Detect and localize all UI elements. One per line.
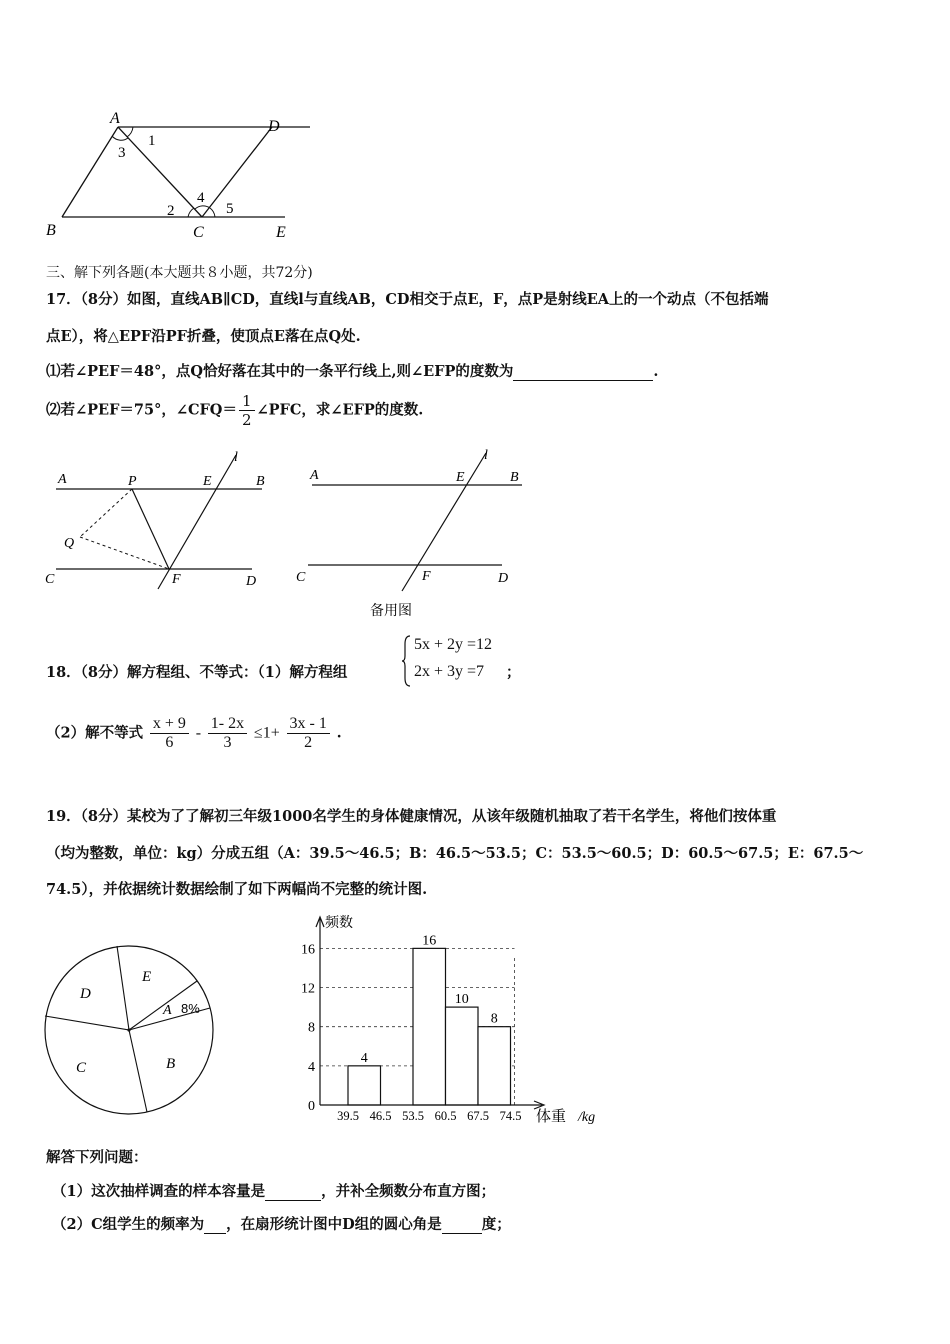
label-l: l: [484, 448, 488, 463]
pie-label-A-pct: 8%: [181, 1001, 200, 1016]
figure-q16: [40, 105, 320, 245]
q17-part2-text: ⑵若∠PEF＝75°，∠CFQ＝: [46, 401, 237, 419]
label-C: C: [45, 572, 55, 587]
histogram-bar: [348, 1066, 381, 1105]
label-B: B: [256, 474, 265, 489]
q19-line2: （均为整数，单位：kg）分成五组（A：39.5～46.5；B：46.5～53.5；C：53.5～60.5；D：60.5～67.5；E：67.5～: [46, 845, 864, 862]
x-axis-title: 体重: [536, 1107, 567, 1125]
histogram-bar: [446, 1007, 479, 1105]
q17-part1-blank[interactable]: [513, 366, 653, 381]
pie-label-E: E: [142, 969, 152, 985]
label-A: A: [110, 110, 120, 127]
x-axis-unit: /kg: [578, 1110, 596, 1125]
label-D: D: [246, 574, 257, 589]
frac3-den: 2: [304, 734, 313, 751]
label-D: D: [268, 118, 280, 135]
pie-label-A: A: [163, 1003, 172, 1018]
pie-radius-top: [117, 946, 129, 1030]
le-sign: ≤1+: [253, 724, 280, 742]
frac3-num: 3x - 1: [287, 715, 330, 734]
q19-answer-1: [52, 1180, 495, 1201]
q18-part2-label: （2）解不等式: [46, 724, 144, 742]
histogram-bar: [478, 1027, 511, 1105]
angle-4: 4: [197, 190, 205, 206]
frac2-num: 1- 2x: [208, 715, 247, 734]
label-Q: Q: [64, 536, 75, 551]
q17-part1-text: ⑴若∠PEF＝48°，点Q恰好落在其中的一条平行线上,则∠EFP的度数为: [46, 363, 514, 380]
pie-radius-c-d: [45, 1016, 129, 1030]
q19-answer-2: [52, 1213, 511, 1234]
q18-intro: 18．（8分）解方程组、不等式：（1）解方程组: [46, 664, 348, 681]
figure-caption: 备用图: [370, 603, 412, 619]
label-D: D: [498, 571, 509, 586]
q17-part1: [46, 360, 658, 381]
angle-5: 5: [226, 201, 234, 217]
ans2-blank-2[interactable]: [442, 1219, 482, 1234]
ans1-end: ，并补全频数分布直方图；: [321, 1183, 496, 1200]
histogram-bar: [413, 948, 446, 1105]
label-F: F: [172, 572, 181, 587]
q17-line2: 点E），将△EPF沿PF折叠，使顶点E落在点Q处.: [46, 328, 361, 345]
q19-line1: 19．（8分）某校为了了解初三年级1000名学生的身体健康情况，从该年级随机抽取了若干名学生，将他们按体重: [46, 808, 777, 825]
q17-part2: [46, 392, 423, 429]
pie-chart: [40, 940, 220, 1120]
ans2-text-b: ，在扇形统计图中D组的圆心角是: [226, 1216, 442, 1233]
frac1-num: x + 9: [150, 715, 189, 734]
x-tick-label: 74.5: [499, 1109, 522, 1123]
q17-part2-end: ∠PFC，求∠EFP的度数.: [256, 401, 424, 419]
y-tick-label: 0: [308, 1099, 315, 1114]
minus-sign: -: [195, 724, 202, 742]
ans2-text-a: （2）C组学生的频率为: [52, 1216, 205, 1233]
pie-label-C: C: [76, 1060, 87, 1076]
x-tick-label: 60.5: [434, 1109, 457, 1123]
label-F: F: [422, 569, 431, 584]
angle-3: 3: [118, 145, 126, 161]
q18-semicolon: ；: [506, 664, 521, 681]
y-tick-label: 4: [308, 1059, 315, 1075]
pie-label-D: D: [80, 986, 91, 1002]
q17-frac-num: 1: [239, 392, 255, 411]
y-tick-label: 12: [301, 981, 315, 997]
x-tick-label: 39.5: [337, 1109, 359, 1123]
ans2-blank-1[interactable]: [204, 1219, 226, 1234]
angle-2: 2: [167, 203, 175, 219]
label-C: C: [296, 570, 306, 585]
y-tick-label: 8: [308, 1020, 315, 1036]
label-E: E: [456, 470, 465, 485]
frac2-den: 3: [223, 734, 232, 751]
label-B: B: [46, 222, 56, 239]
x-tick-label: 53.5: [402, 1109, 424, 1123]
label-P: P: [128, 474, 137, 489]
figure-q17-right: [290, 445, 530, 625]
label-B: B: [510, 470, 519, 485]
q17-part1-end: .: [653, 363, 659, 380]
frac1-den: 6: [165, 734, 174, 751]
q17-frac-den: 2: [241, 411, 252, 429]
ans1-text: （1）这次抽样调查的样本容量是: [52, 1183, 266, 1200]
q17-line1: 17．（8分）如图，直线AB∥CD，直线l与直线AB，CD相交于点E，F，点P是射线EA上的一个动点（不包括端: [46, 291, 769, 308]
q19-line3: 74.5），并依据统计数据绘制了如下两幅尚不完整的统计图.: [46, 881, 428, 898]
q19-answer-intro: 解答下列问题：: [46, 1149, 148, 1166]
bar-value-label: 4: [360, 1050, 368, 1066]
bar-value-label: 8: [490, 1011, 498, 1027]
label-E: E: [203, 474, 212, 489]
label-A: A: [58, 472, 67, 487]
label-A: A: [310, 468, 319, 483]
label-l: l: [234, 450, 238, 465]
q18-end: .: [336, 724, 342, 742]
ans1-blank[interactable]: [265, 1186, 321, 1201]
y-axis-title: 频数: [325, 915, 353, 931]
pie-radius-b-c: [129, 1030, 147, 1112]
section-3-title: 三、解下列各题(本大题共８小题，共72分): [46, 265, 313, 281]
ans2-text-c: 度；: [481, 1216, 511, 1233]
bar-value-label: 10: [454, 992, 469, 1008]
label-C: C: [193, 224, 204, 241]
pie-label-B: B: [166, 1056, 176, 1072]
x-tick-label: 67.5: [467, 1109, 489, 1123]
q18-system: [402, 634, 517, 688]
y-tick-label: 16: [301, 942, 315, 958]
bar-value-label: 16: [422, 933, 437, 949]
label-E: E: [276, 224, 286, 241]
q18-inequality: [46, 715, 342, 752]
angle-1: 1: [148, 133, 156, 149]
figure-q17-left: [40, 445, 270, 595]
q18-eq1: 5x + 2y =12: [414, 636, 493, 653]
q18-eq2: 2x + 3y =7: [414, 663, 485, 680]
frequency-histogram: [290, 905, 610, 1135]
x-tick-label: 46.5: [369, 1109, 392, 1123]
